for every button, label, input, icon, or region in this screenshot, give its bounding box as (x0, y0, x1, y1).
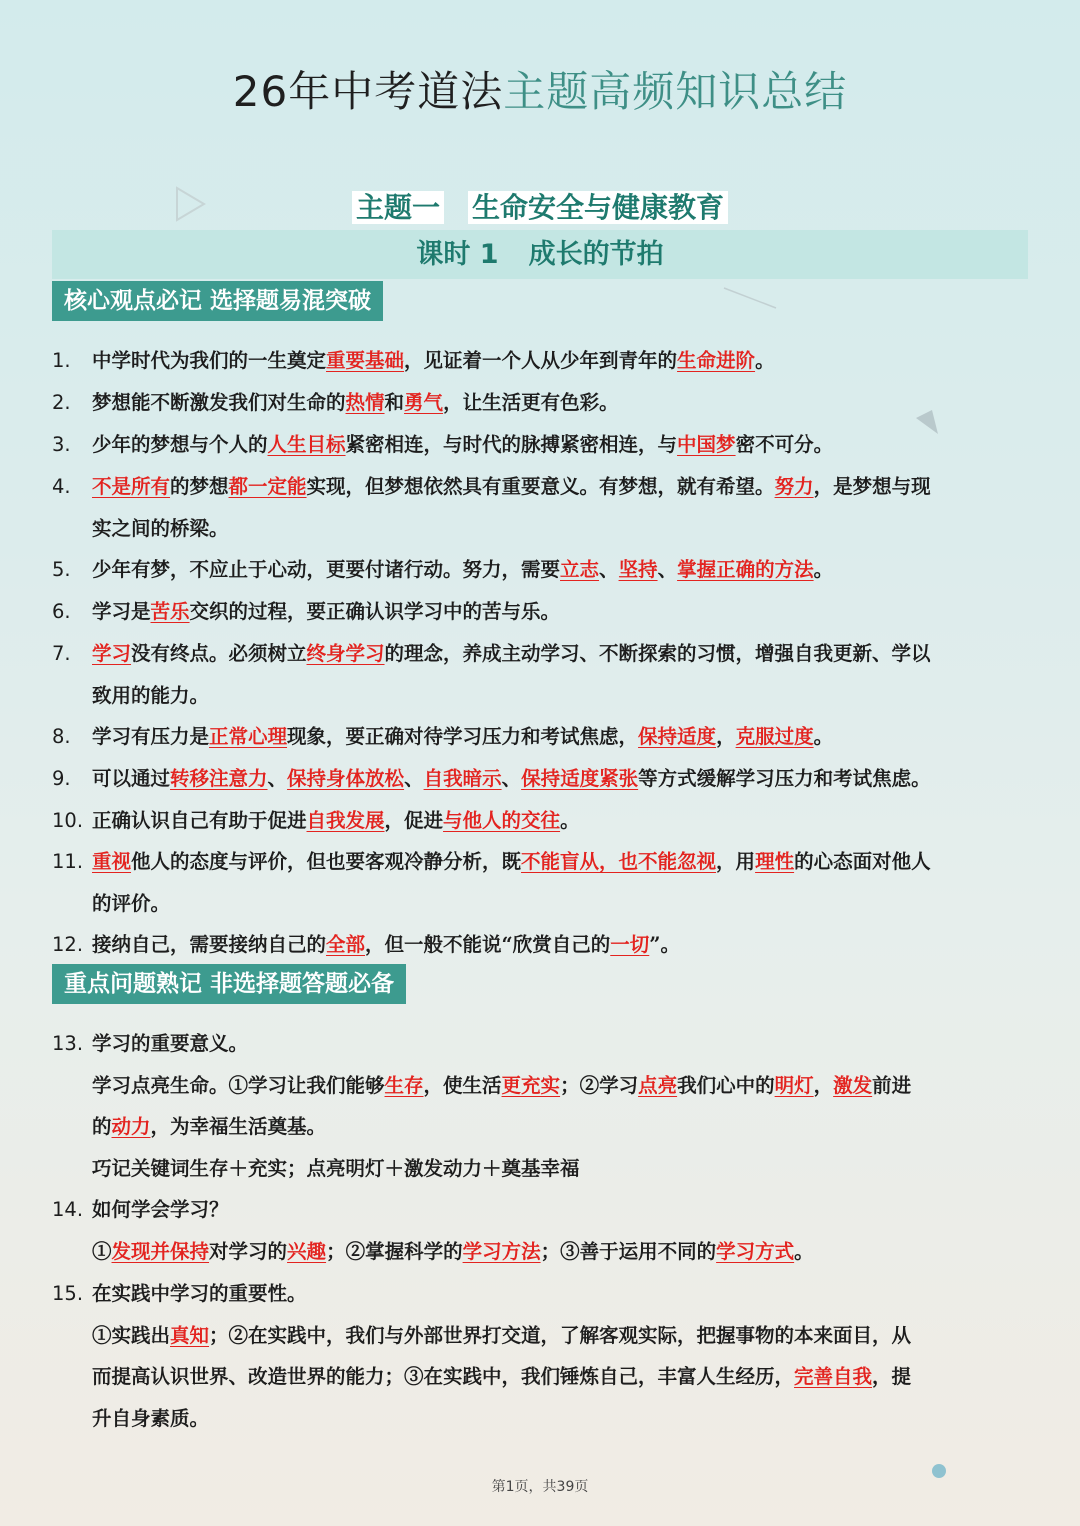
list-item-continuation: 实之间的桥梁。 (92, 517, 229, 540)
lesson-heading (52, 230, 1028, 279)
list-item: 4. 不是所有的梦想都一定能实现，但梦想依然具有重要意义。有梦想，就有希望。努力，是梦想与现 (52, 475, 931, 498)
section-header-key-questions: 重点问题熟记 非选择题答题必备 (52, 964, 406, 1004)
memory-tip: 巧记关键词生存＋充实；点亮明灯＋激发动力＋奠基幸福 (92, 1157, 580, 1180)
theme-label: 主题一 (352, 191, 444, 224)
list-item: 10. 正确认识自己有助于促进自我发展，促进与他人的交往。 (52, 809, 580, 832)
title-part2: 主题高频知识总结 (503, 67, 848, 116)
list-item: 1. 中学时代为我们的一生奠定重要基础，见证着一个人从少年到青年的生命进阶。 (52, 349, 775, 372)
line-decoration (720, 282, 780, 312)
section-header-core-points: 核心观点必记 选择题易混突破 (52, 281, 383, 321)
answer-line: ①发现并保持对学习的兴趣；②掌握科学的学习方法；③善于运用不同的学习方式。 (92, 1240, 814, 1263)
lesson-label: 课时 1 (416, 239, 499, 270)
answer-line: 升自身素质。 (92, 1407, 210, 1430)
list-item: 5. 少年有梦，不应止于心动，更要付诸行动。努力，需要立志、坚持、掌握正确的方法。 (52, 558, 834, 581)
list-item: 11. 重视他人的态度与评价，但也要客观冷静分析，既不能盲从，也不能忽视，用理性的心态面对他人 (52, 850, 931, 873)
question-item: 15. 在实践中学习的重要性。 (52, 1282, 307, 1305)
page-title (0, 62, 1080, 122)
list-item: 7. 学习没有终点。必须树立终身学习的理念，养成主动学习、不断探索的习惯，增强自我更新、学以 (52, 642, 931, 665)
answer-line: 的动力，为幸福生活奠基。 (92, 1115, 327, 1138)
lesson-name: 成长的节拍 (528, 239, 664, 270)
list-item: 6. 学习是苦乐交织的过程，要正确认识学习中的苦与乐。 (52, 600, 561, 623)
list-item: 2. 梦想能不断激发我们对生命的热情和勇气，让生活更有色彩。 (52, 391, 619, 414)
list-item-continuation: 致用的能力。 (92, 684, 210, 707)
theme-name: 生命安全与健康教育 (468, 191, 728, 224)
question-item: 14. 如何学会学习？ (52, 1198, 229, 1221)
list-item-continuation: 的评价。 (92, 892, 171, 915)
answer-line: 而提高认识世界、改造世界的能力；③在实践中，我们锤炼自己，丰富人生经历，完善自我，提 (92, 1365, 912, 1388)
list-item: 8. 学习有压力是正常心理现象，要正确对待学习压力和考试焦虑，保持适度，克服过度。 (52, 725, 834, 748)
answer-line: 学习点亮生命。①学习让我们能够生存，使生活更充实；②学习点亮我们心中的明灯，激发前进 (92, 1074, 912, 1097)
theme-gap (444, 191, 468, 224)
answer-line: ①实践出真知；②在实践中，我们与外部世界打交道，了解客观实际，把握事物的本来面目，从 (92, 1324, 912, 1347)
list-item: 9. 可以通过转移注意力、保持身体放松、自我暗示、保持适度紧张等方式缓解学习压力和考试焦虑。 (52, 767, 931, 790)
list-item: 3. 少年的梦想与个人的人生目标紧密相连，与时代的脉搏紧密相连，与中国梦密不可分。 (52, 433, 834, 456)
page-number: 第1页，共39页 (491, 1479, 589, 1495)
question-item: 13. 学习的重要意义。 (52, 1032, 249, 1055)
list-item: 12. 接纳自己，需要接纳自己的全部，但一般不能说“欣赏自己的一切”。 (52, 933, 680, 956)
title-part1: 26年中考道法 (232, 67, 504, 116)
theme-heading (0, 188, 1080, 228)
